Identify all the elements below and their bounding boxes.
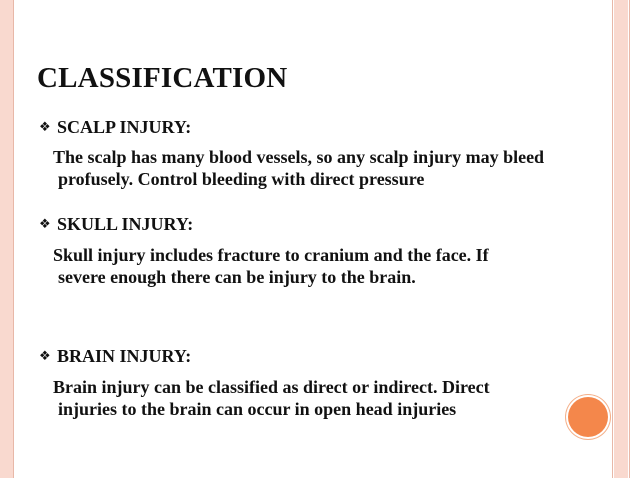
section-body-brain: Brain injury can be classified as direct or indirect. Direct injuries to the brain can occur in open head injuries xyxy=(53,377,490,419)
section-body-skull: Skull injury includes fracture to cranium and the face. If severe enough there can be injury to the brain. xyxy=(53,245,489,287)
right-decorative-rule-inner xyxy=(612,0,613,478)
slide-title: CLASSIFICATION xyxy=(37,62,288,94)
section-heading-skull xyxy=(39,214,193,235)
diamond-bullet-icon: ❖ xyxy=(39,349,51,364)
section-heading-label: SCALP INJURY: xyxy=(57,117,192,137)
right-decorative-band xyxy=(614,0,628,478)
left-decorative-rule xyxy=(13,0,14,478)
section-heading-label: BRAIN INJURY: xyxy=(57,346,192,366)
section-heading-brain xyxy=(39,346,191,367)
diamond-bullet-icon: ❖ xyxy=(39,120,51,135)
section-heading-label: SKULL INJURY: xyxy=(57,214,194,234)
accent-circle xyxy=(568,397,608,437)
section-heading-scalp xyxy=(39,117,191,138)
section-body-scalp: The scalp has many blood vessels, so any scalp injury may bleed profusely. Control bleeding with direct pressure xyxy=(53,147,545,189)
right-decorative-rule-outer xyxy=(629,0,630,478)
diamond-bullet-icon: ❖ xyxy=(39,217,51,232)
left-decorative-band xyxy=(0,0,13,478)
